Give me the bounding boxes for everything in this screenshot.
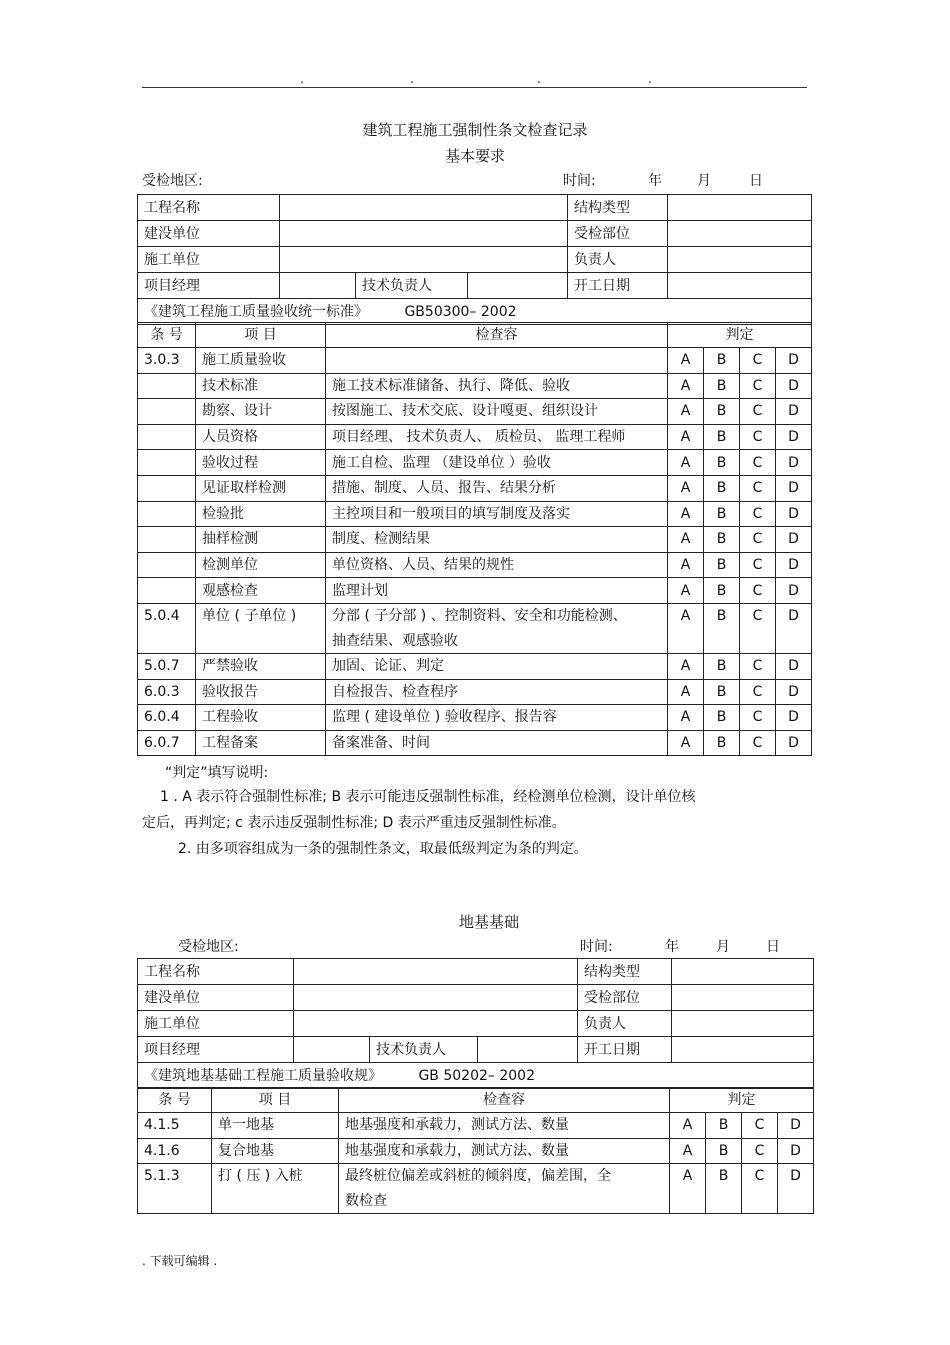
header-dot: . — [537, 72, 541, 86]
table-row — [138, 475, 812, 501]
field-value[interactable] — [294, 1037, 370, 1063]
col-header-content: 检查容 — [339, 1088, 670, 1113]
grade-option-b[interactable]: B — [706, 1164, 742, 1214]
year-label: 年 — [648, 173, 662, 189]
content-line: 备案准备、时间 — [332, 735, 430, 752]
standard-code: GB50300– 2002 — [404, 303, 517, 320]
grade-option-c[interactable]: C — [740, 603, 776, 653]
grade-option-b[interactable]: B — [704, 373, 740, 399]
content-cell — [326, 679, 668, 705]
table-row — [138, 501, 812, 527]
content-line: 抽查结果、观感验收 — [332, 632, 458, 649]
clause-cell: 4.1.5 — [138, 1113, 212, 1139]
field-label: 结构类型 — [568, 195, 668, 221]
info-table — [137, 958, 814, 1089]
grade-option-b[interactable]: B — [704, 603, 740, 653]
content-line: 单位资格、人员、结果的规性 — [332, 557, 514, 574]
content-cell — [326, 527, 668, 553]
grade-option-c[interactable]: C — [740, 679, 776, 705]
table-row — [138, 705, 812, 731]
clause-cell: 4.1.6 — [138, 1138, 212, 1164]
col-header-judge: 判定 — [670, 1088, 814, 1113]
item-cell: 施工质量验收 — [196, 348, 326, 374]
item-cell: 检测单位 — [196, 552, 326, 578]
grade-option-a[interactable]: A — [668, 450, 704, 476]
grade-option-d[interactable]: D — [778, 1164, 814, 1214]
notes-line: 2. 由多项容组成为一条的强制性条文，取最低级判定为条的判定。 — [178, 841, 588, 857]
field-label: 工程名称 — [138, 195, 280, 221]
grade-option-d[interactable]: D — [776, 603, 812, 653]
grade-option-a[interactable]: A — [668, 399, 704, 425]
table-row — [138, 679, 812, 705]
notes-line: 定后，再判定; c 表示违反强制性标准; D 表示严重违反强制性标准。 — [142, 815, 566, 831]
grade-option-b[interactable]: B — [704, 730, 740, 756]
grade-option-b[interactable]: B — [704, 552, 740, 578]
field-label: 负责人 — [578, 1011, 672, 1037]
grade-option-a[interactable]: A — [668, 552, 704, 578]
content-line: 监理计划 — [332, 582, 388, 599]
month-label: 月 — [697, 173, 711, 189]
field-label: 结构类型 — [578, 959, 672, 985]
content-cell — [326, 578, 668, 604]
grade-option-c[interactable]: C — [742, 1138, 778, 1164]
field-value[interactable] — [672, 1037, 814, 1063]
field-label: 建没单位 — [138, 221, 280, 247]
grade-option-d[interactable]: D — [776, 552, 812, 578]
col-header-judge: 判定 — [668, 323, 812, 348]
table-row — [138, 653, 812, 679]
day-label: 日 — [766, 939, 780, 955]
grade-option-a[interactable]: A — [668, 730, 704, 756]
clause-cell — [138, 450, 196, 476]
table-row — [138, 527, 812, 553]
table-row — [138, 552, 812, 578]
field-value[interactable] — [280, 195, 568, 221]
table-row — [138, 603, 812, 653]
item-cell: 抽样检测 — [196, 527, 326, 553]
standard-code: GB 50202– 2002 — [418, 1067, 535, 1084]
clause-cell — [138, 399, 196, 425]
grade-option-d[interactable]: D — [776, 679, 812, 705]
content-line: 监理 ( 建设单位 ) 验收程序、报告容 — [332, 709, 557, 726]
standard-row — [138, 1063, 814, 1089]
col-header-item: 项 目 — [196, 323, 326, 348]
grade-option-a[interactable]: A — [670, 1164, 706, 1214]
grade-option-d[interactable]: D — [776, 730, 812, 756]
section-subtitle: 基本要求 — [444, 147, 505, 165]
grade-option-c[interactable]: C — [740, 450, 776, 476]
content-cell — [339, 1113, 670, 1139]
info-table — [137, 194, 812, 325]
grade-option-c[interactable]: C — [740, 527, 776, 553]
field-label: 开工日期 — [568, 273, 668, 299]
grade-option-b[interactable]: B — [704, 348, 740, 374]
table-row — [138, 348, 812, 374]
month-label: 月 — [716, 939, 730, 955]
clause-cell: 6.0.4 — [138, 705, 196, 731]
notes-line: 1 . A 表示符合强制性标准; B 表示可能违反强制性标准，经检测单位检测，设计单位核 — [160, 789, 696, 805]
header-dot: . — [300, 72, 304, 86]
grade-option-a[interactable]: A — [668, 603, 704, 653]
field-label: 项目经理 — [138, 273, 280, 299]
col-header-item: 项 目 — [212, 1088, 339, 1113]
content-line: 地基强度和承载力，测试方法、数量 — [345, 1117, 569, 1134]
grade-option-c[interactable]: C — [740, 653, 776, 679]
grade-option-c[interactable]: C — [740, 730, 776, 756]
item-cell: 检验批 — [196, 501, 326, 527]
item-cell: 勘察、设计 — [196, 399, 326, 425]
field-label: 建没单位 — [138, 985, 294, 1011]
content-line: 措施、制度、人员、报告、结果分析 — [332, 480, 556, 497]
grade-option-c[interactable]: C — [740, 475, 776, 501]
grade-option-b[interactable]: B — [704, 679, 740, 705]
check-table — [137, 1087, 814, 1214]
clause-cell: 5.0.7 — [138, 653, 196, 679]
grade-option-b[interactable]: B — [704, 475, 740, 501]
item-cell: 严禁验收 — [196, 653, 326, 679]
content-cell — [339, 1138, 670, 1164]
day-label: 日 — [749, 173, 763, 189]
content-cell — [339, 1164, 670, 1214]
content-line: 施工自检、监理 （建设单位 ）验收 — [332, 454, 551, 471]
grade-option-d[interactable]: D — [776, 424, 812, 450]
item-cell: 打 ( 压 ) 入桩 — [212, 1164, 339, 1214]
grade-option-a[interactable]: A — [668, 424, 704, 450]
field-value[interactable] — [468, 273, 568, 299]
clause-cell — [138, 527, 196, 553]
grade-option-a[interactable]: A — [668, 653, 704, 679]
grade-option-d[interactable]: D — [776, 527, 812, 553]
field-value[interactable] — [672, 1011, 814, 1037]
item-cell: 复合地基 — [212, 1138, 339, 1164]
grade-option-d[interactable]: D — [776, 450, 812, 476]
content-line: 最终桩位偏差或斜桩的倾斜度，偏差围，全 — [345, 1168, 611, 1185]
grade-option-c[interactable]: C — [742, 1164, 778, 1214]
grade-option-a[interactable]: A — [668, 527, 704, 553]
item-cell: 人员资格 — [196, 424, 326, 450]
content-cell — [326, 348, 668, 374]
grade-option-b[interactable]: B — [704, 424, 740, 450]
standard-row — [138, 299, 812, 325]
year-label: 年 — [665, 939, 679, 955]
field-value[interactable] — [294, 1011, 578, 1037]
table-row — [138, 424, 812, 450]
field-value[interactable] — [280, 221, 568, 247]
clause-cell — [138, 373, 196, 399]
field-label: 负责人 — [568, 247, 668, 273]
content-cell — [326, 653, 668, 679]
grade-option-c[interactable]: C — [740, 348, 776, 374]
grade-option-a[interactable]: A — [668, 705, 704, 731]
grade-option-b[interactable]: B — [704, 501, 740, 527]
grade-option-d[interactable]: D — [778, 1113, 814, 1139]
content-line: 分部 ( 子分部 ) 、控制资料、安全和功能检测、 — [332, 607, 627, 624]
content-cell — [326, 373, 668, 399]
field-value[interactable] — [668, 221, 812, 247]
col-header-clause: 条 号 — [138, 323, 196, 348]
content-cell — [326, 424, 668, 450]
table-row — [138, 1164, 814, 1214]
field-value[interactable] — [478, 1037, 578, 1063]
clause-cell: 5.1.3 — [138, 1164, 212, 1214]
grade-option-d[interactable]: D — [776, 705, 812, 731]
field-label: 施工单位 — [138, 247, 280, 273]
table-row — [138, 399, 812, 425]
grade-option-a[interactable]: A — [668, 475, 704, 501]
field-label: 施工单位 — [138, 1011, 294, 1037]
grade-option-a[interactable]: A — [670, 1138, 706, 1164]
field-label: 开工日期 — [578, 1037, 672, 1063]
item-cell: 工程验收 — [196, 705, 326, 731]
time-label: 时间: — [563, 173, 596, 189]
standard-name: 《建筑工程施工质量验收统一标准》 — [144, 303, 368, 320]
content-cell — [326, 501, 668, 527]
check-table — [137, 322, 812, 756]
clause-cell: 6.0.3 — [138, 679, 196, 705]
content-cell — [326, 603, 668, 653]
field-value[interactable] — [668, 195, 812, 221]
field-value[interactable] — [294, 985, 578, 1011]
clause-cell: 6.0.7 — [138, 730, 196, 756]
table-row — [138, 373, 812, 399]
content-line: 按图施工、技术交底、设计嘎更、组织设计 — [332, 403, 598, 420]
item-cell: 单位 ( 子单位 ) — [196, 603, 326, 653]
grade-option-b[interactable]: B — [706, 1113, 742, 1139]
grade-option-d[interactable]: D — [776, 348, 812, 374]
table-body — [138, 348, 812, 756]
field-value[interactable] — [672, 959, 814, 985]
footer-note: . 下载可编辑 . — [142, 1254, 218, 1268]
region-label: 受检地区: — [142, 173, 203, 189]
content-line: 项目经理、 技术负责人、 质检员、 监理工程师 — [332, 429, 626, 446]
field-label: 技术负责人 — [356, 273, 468, 299]
field-label: 受检部位 — [568, 221, 668, 247]
col-header-content: 检查容 — [326, 323, 668, 348]
item-cell: 技术标准 — [196, 373, 326, 399]
content-line: 施工技术标准储备、执行、降低、验收 — [332, 377, 570, 394]
table-body — [138, 1113, 814, 1214]
notes-title: “判定”填写说明: — [165, 765, 269, 781]
content-line: 自检报告、检查程序 — [332, 683, 458, 700]
grade-option-c[interactable]: C — [740, 424, 776, 450]
table-row — [138, 730, 812, 756]
clause-cell — [138, 424, 196, 450]
item-cell: 验收报告 — [196, 679, 326, 705]
item-cell: 工程备案 — [196, 730, 326, 756]
table-row — [138, 578, 812, 604]
item-cell: 单一地基 — [212, 1113, 339, 1139]
item-cell: 见证取样检测 — [196, 475, 326, 501]
field-value[interactable] — [672, 985, 814, 1011]
grade-option-c[interactable]: C — [740, 552, 776, 578]
table-row — [138, 1113, 814, 1139]
grade-option-d[interactable]: D — [776, 399, 812, 425]
grade-option-a[interactable]: A — [668, 373, 704, 399]
content-cell — [326, 475, 668, 501]
clause-cell: 3.0.3 — [138, 348, 196, 374]
grade-option-a[interactable]: A — [668, 348, 704, 374]
col-header-clause: 条 号 — [138, 1088, 212, 1113]
field-label: 工程名称 — [138, 959, 294, 985]
grade-option-c[interactable]: C — [740, 399, 776, 425]
grade-option-a[interactable]: A — [670, 1113, 706, 1139]
grade-option-a[interactable]: A — [668, 501, 704, 527]
content-line: 数检查 — [345, 1193, 387, 1210]
grade-option-a[interactable]: A — [668, 578, 704, 604]
field-label: 受检部位 — [578, 985, 672, 1011]
clause-cell — [138, 552, 196, 578]
grade-option-c[interactable]: C — [740, 373, 776, 399]
grade-option-b[interactable]: B — [704, 653, 740, 679]
grade-option-d[interactable]: D — [776, 475, 812, 501]
item-cell: 验收过程 — [196, 450, 326, 476]
field-value[interactable] — [668, 273, 812, 299]
grade-option-c[interactable]: C — [740, 705, 776, 731]
content-line: 主控项目和一般项目的填写制度及落实 — [332, 505, 570, 522]
content-line: 地基强度和承载力，测试方法、数量 — [345, 1142, 569, 1159]
grade-option-d[interactable]: D — [776, 501, 812, 527]
grade-option-d[interactable]: D — [776, 578, 812, 604]
time-label: 时间: — [580, 939, 613, 955]
table-row — [138, 450, 812, 476]
content-cell — [326, 705, 668, 731]
grade-option-b[interactable]: B — [704, 578, 740, 604]
grade-option-b[interactable]: B — [706, 1138, 742, 1164]
header-rule — [142, 87, 807, 88]
grade-option-b[interactable]: B — [704, 399, 740, 425]
grade-option-b[interactable]: B — [704, 705, 740, 731]
grade-option-a[interactable]: A — [668, 679, 704, 705]
field-label: 项目经理 — [138, 1037, 294, 1063]
table-row — [138, 1138, 814, 1164]
content-line: 制度、检测结果 — [332, 531, 430, 548]
content-cell — [326, 399, 668, 425]
grade-option-d[interactable]: D — [776, 653, 812, 679]
doc-title: 建筑工程施工强制性条文检查记录 — [362, 121, 588, 139]
clause-cell — [138, 578, 196, 604]
field-value[interactable] — [280, 273, 356, 299]
grade-option-d[interactable]: D — [776, 373, 812, 399]
grade-option-c[interactable]: C — [742, 1113, 778, 1139]
grade-option-b[interactable]: B — [704, 450, 740, 476]
item-cell: 观感检查 — [196, 578, 326, 604]
field-value[interactable] — [280, 247, 568, 273]
content-line: 加固、论证、判定 — [332, 658, 444, 675]
content-cell — [326, 450, 668, 476]
content-cell — [326, 730, 668, 756]
clause-cell — [138, 475, 196, 501]
grade-option-d[interactable]: D — [778, 1138, 814, 1164]
field-value[interactable] — [668, 247, 812, 273]
field-label: 技术负责人 — [370, 1037, 478, 1063]
grade-option-b[interactable]: B — [704, 527, 740, 553]
clause-cell: 5.0.4 — [138, 603, 196, 653]
standard-name: 《建筑地基基础工程施工质量验收规》 — [144, 1067, 382, 1084]
header-dot: . — [648, 72, 652, 86]
content-cell — [326, 552, 668, 578]
region-label: 受检地区: — [178, 939, 239, 955]
grade-option-c[interactable]: C — [740, 578, 776, 604]
header-dot: . — [410, 72, 414, 86]
field-value[interactable] — [294, 959, 578, 985]
clause-cell — [138, 501, 196, 527]
grade-option-c[interactable]: C — [740, 501, 776, 527]
section-title: 地基基础 — [458, 913, 519, 931]
